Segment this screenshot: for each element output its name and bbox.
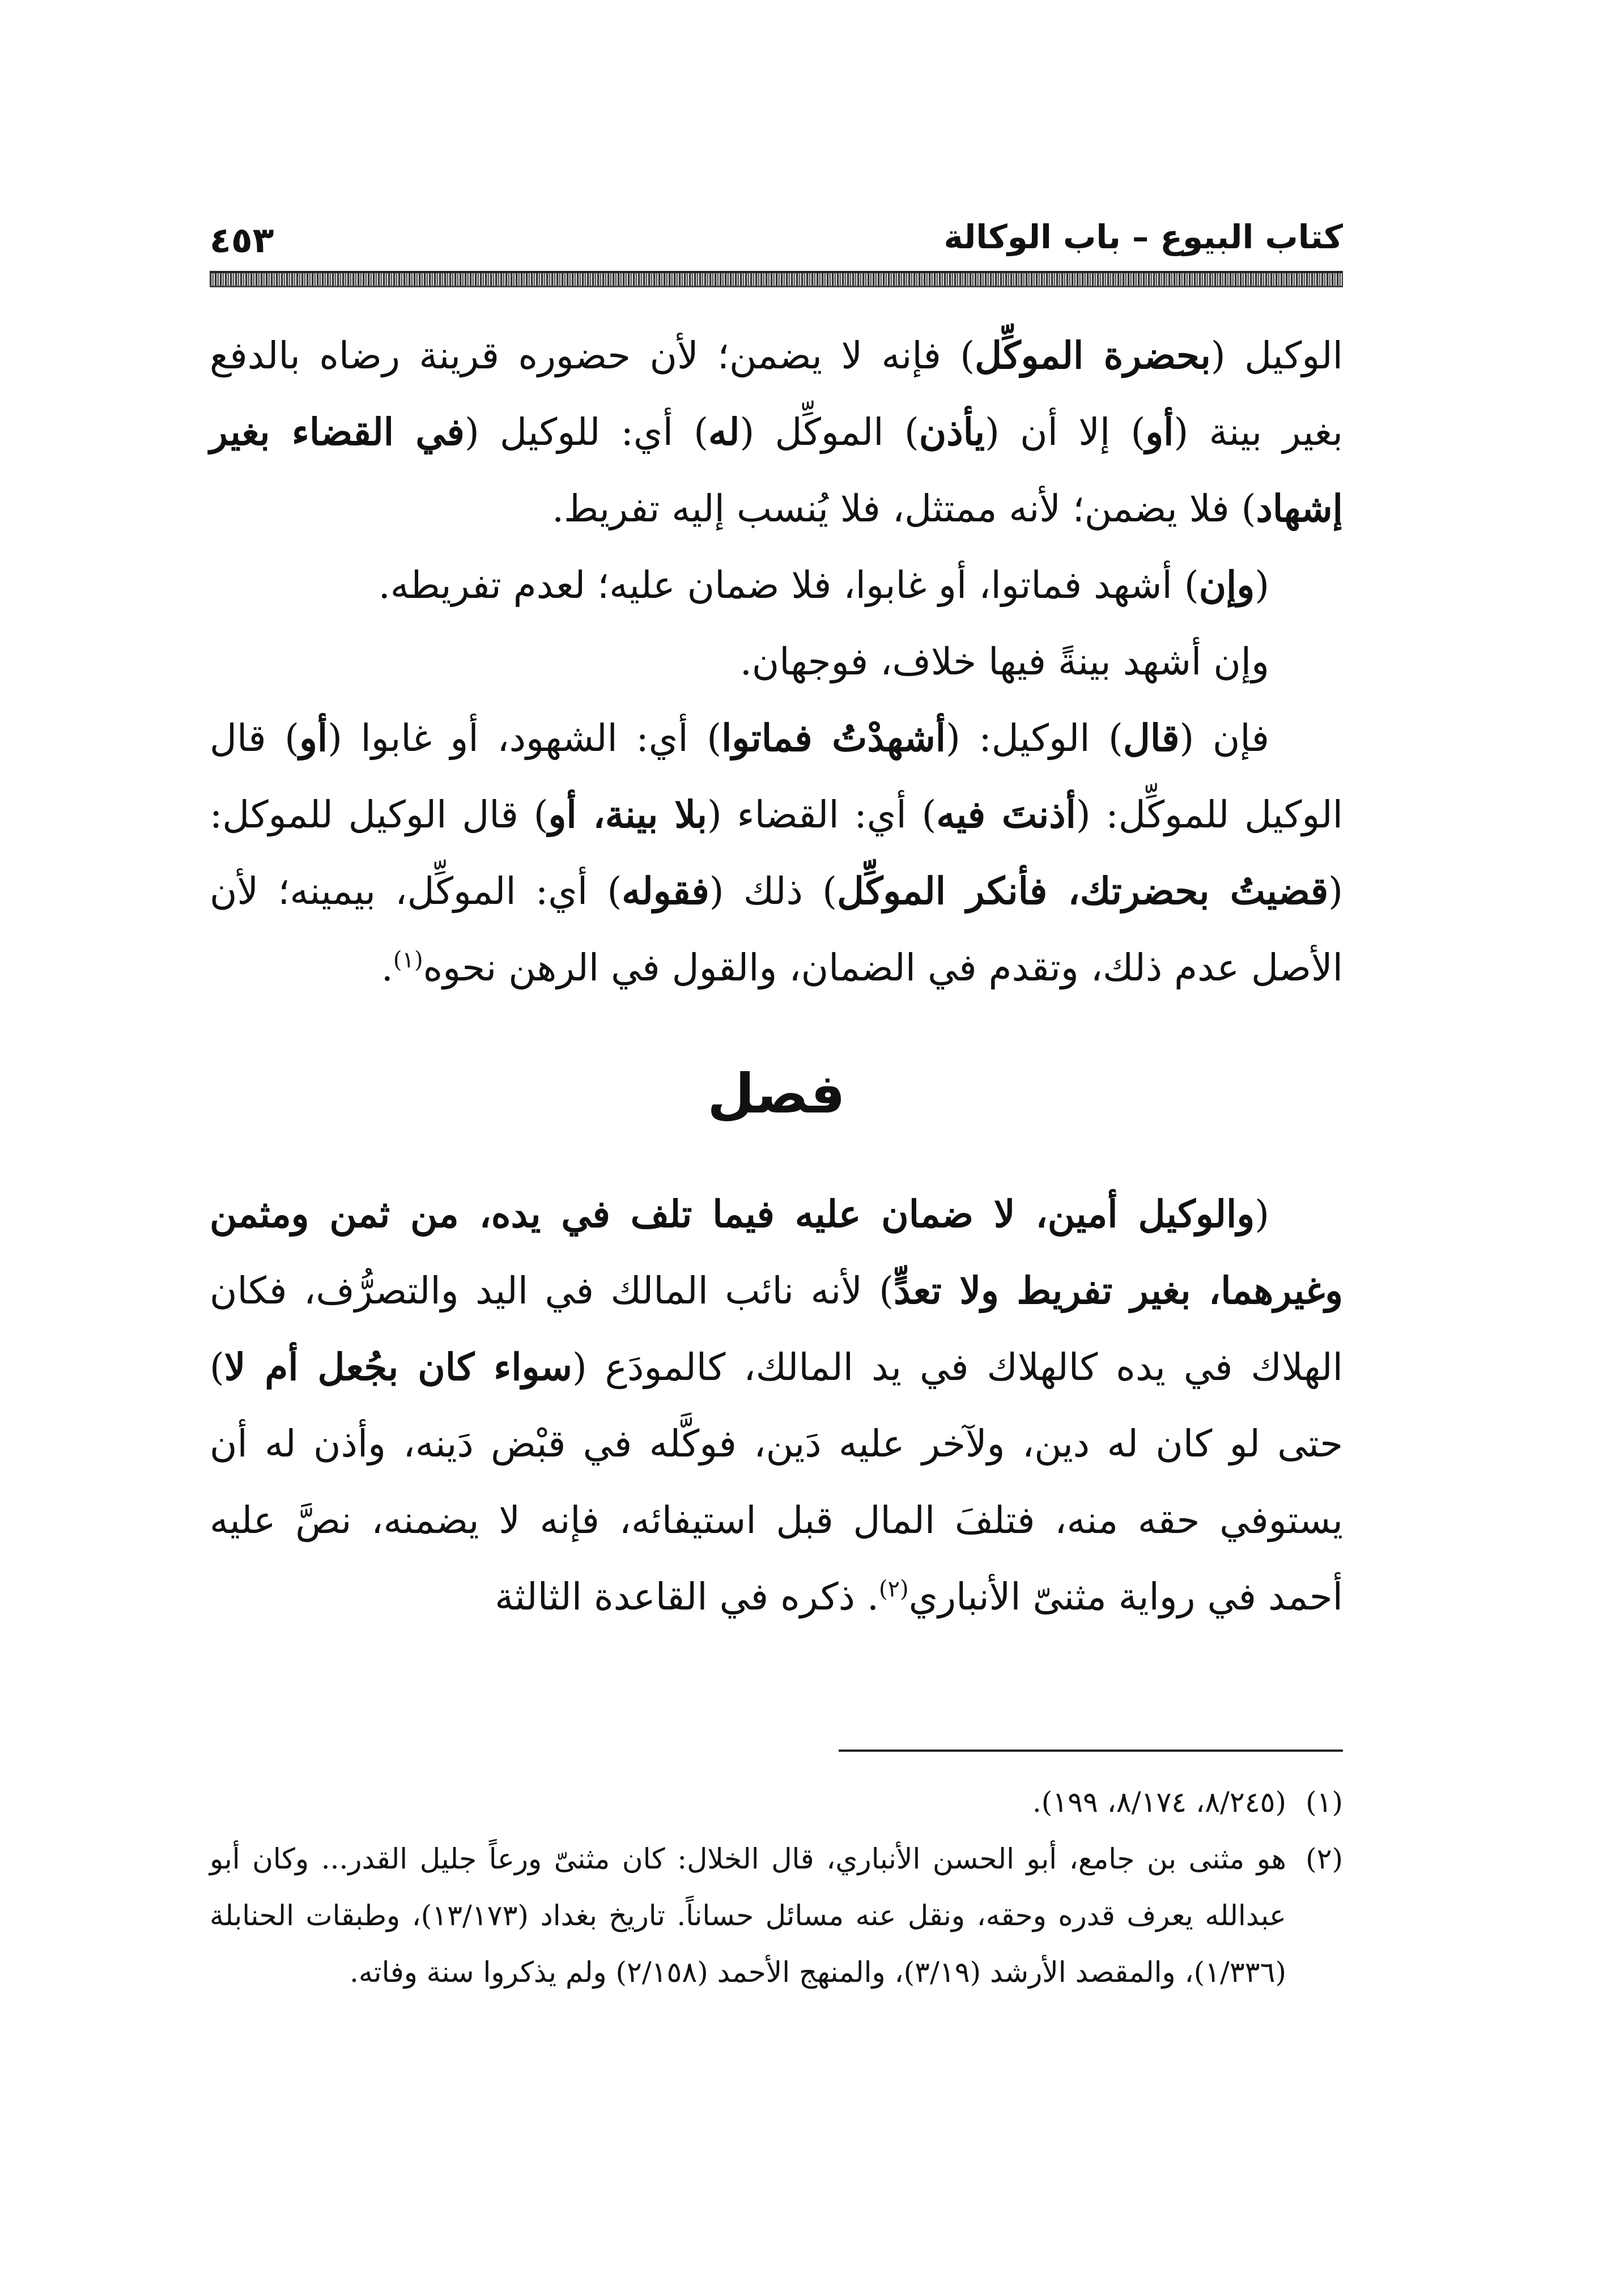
commentary-text: وإن أشهد بينةً فيها خلاف، فوجهان. [739,640,1269,683]
commentary-text: . [381,946,393,990]
matn-text: بحضرة الموكِّل [975,333,1211,377]
commentary-text: الوكيل ( [1210,334,1343,377]
matn-text: أو [1145,410,1174,454]
matn-text: له [708,410,740,454]
matn-text: سواء كان بجُعل أم لا [224,1345,572,1389]
commentary-text: ) الموكِّل ( [739,410,919,454]
matn-text: وإن [1198,563,1255,607]
commentary-text: ) لأنه نائب المالك في اليد والتصرُّف، فكان الهلاك في يده كالهلاك في يد المالك، كالمودَع ( [210,1269,1343,1389]
footnote-text: هو مثنى بن جامع، أبو الحسن الأنباري، قال الخلال: كان مثنىّ ورعاً جليل القدر... وكان أبو عبدالله يعرف قدره وحقه، ونقل عنه مسائل حساناً. تاريخ بغداد (١٣/١٧٣)، وطبقات الحنابلة (١/٣٣٦)، والمقصد الأرشد (٣/١٩)، والمنهج الأحمد (٢/١٥٨) ولم يذكروا سنة وفاته. [210,1842,1286,1989]
footnote [210,1774,1343,1831]
paragraph [210,623,1343,700]
matn-text: أشهدْتُ فماتوا [721,716,946,760]
paragraph [210,317,1343,547]
footnote-reference: (٢) [878,1576,909,1602]
commentary-text: ) إلا أن ( [985,410,1146,454]
footnote-divider [839,1750,1343,1752]
header-divider [210,271,1343,287]
matn-text: قال [1123,716,1180,760]
matn-text: يأذن [919,410,985,454]
footnote-marker: (١) [1306,1786,1343,1819]
commentary-text: . ذكره في القاعدة الثالثة [495,1575,879,1619]
footnote-text: (٨/٢٤٥، ٨/١٧٤، ١٩٩). [1032,1786,1286,1819]
commentary-text: ) ذلك ( [709,869,837,913]
section-paragraph [210,1176,1343,1635]
page-number: ٤٥٣ [210,219,274,261]
commentary-text: ) أي: القضاء ( [707,793,937,836]
footnote [210,1831,1343,2001]
commentary-text: ) الوكيل: ( [946,716,1123,760]
running-title: كتاب البيوع – باب الوكالة [943,218,1343,256]
matn-text: فقوله [622,869,709,913]
footnote-marker: (٢) [1306,1842,1343,1875]
commentary-text: ( [1255,563,1269,607]
matn-text: أذنتَ فيه [936,792,1076,836]
paragraph [210,700,1343,1006]
section-heading: فصل [707,1062,845,1126]
commentary-text: فإن ( [1179,716,1270,760]
footnote-reference: (١) [393,947,423,973]
matn-text: بلا بينة، أو [548,792,707,836]
matn-text: والوكيل أمين، لا ضمان عليه فيما تلف في يده، من ثمن ومثمن وغيرهما، بغير تفريط ولا تعدٍّ [210,1192,1343,1313]
matn-text: أو [299,716,328,760]
main-text [210,317,1343,1635]
matn-text: قضيتُ بحضرتك، فأنكر الموكِّل [836,869,1329,913]
commentary-text: ) أي: الموكِّل، بيمينه؛ لأن الأصل عدم ذلك، وتقدم في الضمان، والقول في الرهن نحوه [210,869,1343,990]
commentary-text: ) فلا يضمن؛ لأنه ممتثل، فلا يُنسب إليه تفريط. [552,487,1256,530]
paragraph [210,547,1343,623]
commentary-text: ) أي: الشهود، أو غابوا ( [328,716,722,760]
commentary-text: ) قال الوكيل للموكِّل: ( [210,716,1344,836]
matn-text: في القضاء بغير إشهاد [210,410,1343,530]
commentary-text: ) أي: للوكيل ( [464,410,708,454]
commentary-text: ) فإنه لا يضمن؛ لأن حضوره قرينة رضاه بالدفع بغير بينة ( [210,334,1343,454]
commentary-text: ( [1255,1192,1269,1236]
commentary-text: ) قال الوكيل للموكل: ( [210,793,1343,913]
page-header [210,210,1343,266]
footnotes [210,1774,1343,2001]
commentary-text: ) حتى لو كان له دين، ولآخر عليه دَين، فوكَّله في قبْض دَينه، وأذن له أن يستوفي حقه منه، فتلفَ المال قبل استيفائه، فإنه لا يضمنه، نصَّ عليه أحمد في رواية مثنىّ الأنباري [210,1345,1343,1619]
commentary-text: ) أشهد فماتوا، أو غابوا، فلا ضمان عليه؛ لعدم تفريطه. [378,563,1199,607]
